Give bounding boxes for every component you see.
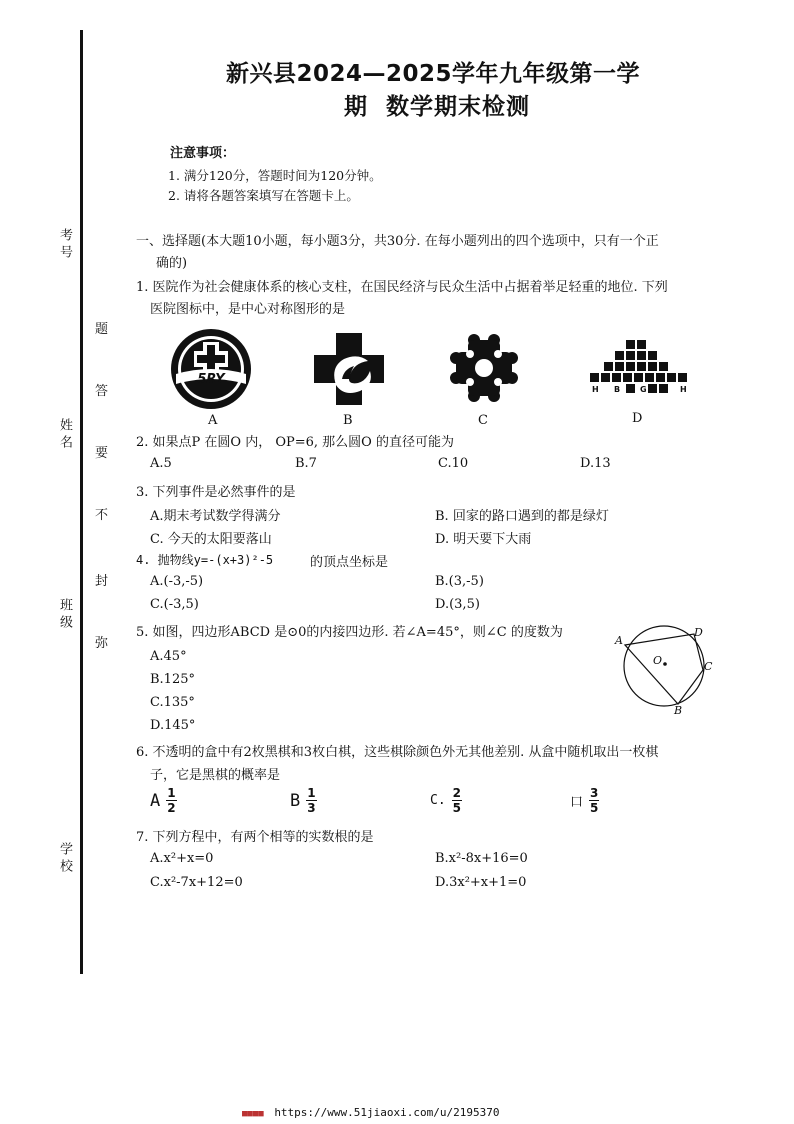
question-6-option-d xyxy=(570,786,599,815)
page-title-line2: 期 数学期末检测 xyxy=(344,94,531,120)
section-intro-cont: 确的) xyxy=(156,256,188,271)
question-4-stem-cont: 的顶点坐标是 xyxy=(310,555,389,570)
fraction-denominator: 5 xyxy=(590,801,599,815)
fraction-numerator: 3 xyxy=(590,786,599,800)
question-1-stem-cont: 医院图标中，是中心对称图形的是 xyxy=(150,302,346,317)
figure-label-a: A xyxy=(615,634,623,647)
logo-d-letter: G xyxy=(640,385,647,394)
hospital-logo-d xyxy=(586,338,692,396)
option-letter: B xyxy=(290,790,301,811)
question-4-option-c: C.(-3,5) xyxy=(150,597,199,612)
question-5-option-b: B.125° xyxy=(150,672,195,687)
label-school: 学校 xyxy=(57,842,72,876)
seal-char: 弥 xyxy=(95,636,109,651)
section-intro: 一、选择题(本大题10小题，每小题3分，共30分. 在每小题列出的四个选项中，只有一个正 xyxy=(136,234,659,249)
inscribed-quadrilateral-figure xyxy=(612,620,722,720)
question-7-option-b: B.x²-8x+16=0 xyxy=(435,851,528,866)
question-7-option-c: C.x²-7x+12=0 xyxy=(150,875,243,890)
question-5-stem: 5. 如图，四边形ABCD 是⊙0的内接四边形. 若∠A=45°，则∠C 的度数为 xyxy=(136,625,563,640)
footer xyxy=(242,1106,499,1119)
footer-url-link[interactable]: https://www.51jiaoxi.com/u/2195370 xyxy=(274,1106,500,1119)
question-7-option-a: A.x²+x=0 xyxy=(150,851,214,866)
question-2-option-c: C.10 xyxy=(438,456,469,471)
option-letter: C. xyxy=(430,793,446,808)
figure-label-b: B xyxy=(674,704,683,717)
question-3-stem: 3. 下列事件是必然事件的是 xyxy=(136,485,296,500)
seal-char: 题 xyxy=(95,322,109,337)
binding-line xyxy=(80,30,83,974)
fraction-denominator: 5 xyxy=(452,801,462,815)
label-name: 姓名 xyxy=(57,418,72,452)
question-5-option-d: D.145° xyxy=(150,718,196,733)
figure-label-d: D xyxy=(694,626,703,639)
label-exam-number: 考号 xyxy=(57,228,72,262)
seal-char: 答 xyxy=(95,384,109,399)
question-3-option-b: B. 回家的路口遇到的都是绿灯 xyxy=(435,509,609,524)
option-caption-a: A xyxy=(208,413,218,428)
logo-d-letter: H xyxy=(592,385,599,394)
option-caption-d: D xyxy=(632,411,643,426)
fraction-numerator: 1 xyxy=(167,786,176,800)
note-item: 1. 满分120分，答题时间为120分钟。 xyxy=(168,168,382,183)
fraction-denominator: 3 xyxy=(307,801,316,815)
figure-label-o: O xyxy=(653,654,663,667)
question-2-option-b: B.7 xyxy=(295,456,317,471)
question-7-option-d: D.3x²+x+1=0 xyxy=(435,875,527,890)
logo-a-text: 5RY xyxy=(197,372,225,387)
logo-d-letter: H xyxy=(680,385,687,394)
footer-tag: ■■■■ xyxy=(242,1109,264,1119)
question-2-option-a: A.5 xyxy=(150,456,172,471)
option-caption-c: C xyxy=(478,413,488,428)
question-3-option-a: A.期末考试数学得满分 xyxy=(150,509,281,524)
question-3-option-c: C. 今天的太阳要落山 xyxy=(150,532,272,547)
question-6-option-c xyxy=(430,786,462,815)
question-5-option-a: A.45° xyxy=(150,649,187,664)
question-4-option-b: B.(3,-5) xyxy=(435,574,484,589)
question-2-stem: 2. 如果点P 在圆O 内， OP=6, 那么圆O 的直径可能为 xyxy=(136,435,454,450)
seal-char: 要 xyxy=(95,446,109,461)
question-4-option-a: A.(-3,-5) xyxy=(150,574,204,589)
label-class: 班级 xyxy=(57,598,72,632)
fraction-numerator: 1 xyxy=(307,786,316,800)
fraction-denominator: 2 xyxy=(167,801,176,815)
page-title: 新兴县2024—2025学年九年级第一学 xyxy=(226,61,641,87)
hospital-logo-a xyxy=(170,328,252,410)
option-letter: A xyxy=(150,790,161,811)
question-6-stem: 6. 不透明的盒中有2枚黑棋和3枚白棋，这些棋除颜色外无其他差别. 从盒中随机取出一枚棋 xyxy=(136,745,659,760)
question-4-option-d: D.(3,5) xyxy=(435,597,480,612)
question-5-option-c: C.135° xyxy=(150,695,195,710)
hospital-logo-c xyxy=(450,334,518,402)
option-caption-b: B xyxy=(343,413,353,428)
question-4-stem: 4. 抛物线y=-(x+3)²-5 xyxy=(136,553,274,567)
note-item: 2. 请将各题答案填写在答题卡上。 xyxy=(168,188,359,203)
question-7-stem: 7. 下列方程中，有两个相等的实数根的是 xyxy=(136,830,374,845)
fraction-numerator: 2 xyxy=(452,786,462,800)
question-6-option-b xyxy=(290,786,317,815)
question-6-option-a xyxy=(150,786,177,815)
seal-char: 不 xyxy=(95,508,109,523)
question-2-option-d: D.13 xyxy=(580,456,611,471)
hospital-logo-b xyxy=(314,333,384,405)
notes-heading: 注意事项： xyxy=(170,146,236,161)
question-6-stem-cont: 子，它是黑棋的概率是 xyxy=(150,768,281,783)
logo-d-letter: B xyxy=(614,385,621,394)
question-1-stem: 1. 医院作为社会健康体系的核心支柱，在国民经济与民众生活中占据着举足轻重的地位. 下列 xyxy=(136,280,668,295)
question-3-option-d: D. 明天要下大雨 xyxy=(435,532,532,547)
figure-label-c: C xyxy=(704,660,713,673)
seal-char: 封 xyxy=(95,574,109,589)
option-letter: 口 xyxy=(570,795,584,810)
